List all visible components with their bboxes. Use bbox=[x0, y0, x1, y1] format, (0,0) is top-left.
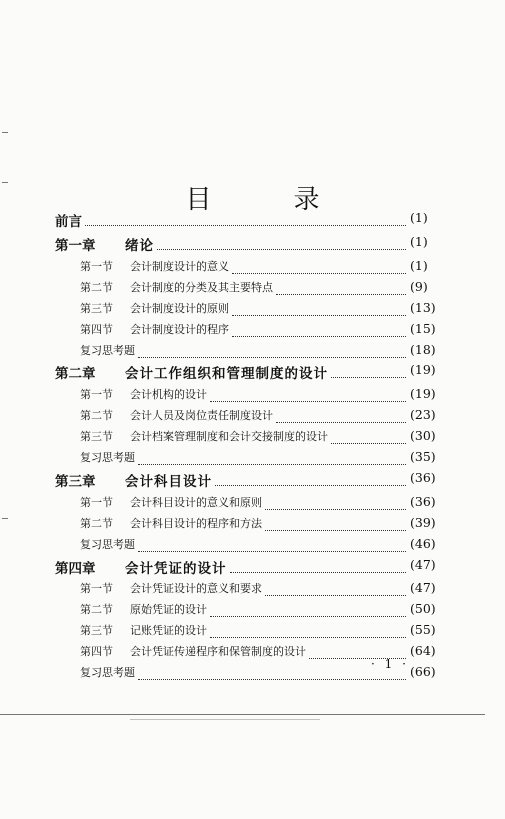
chapter-label: 第三章 bbox=[55, 470, 96, 490]
page-ref: (13) bbox=[410, 300, 436, 315]
page-ref: (9) bbox=[410, 279, 428, 294]
toc-review-row bbox=[0, 449, 505, 469]
dot-leader bbox=[230, 572, 406, 573]
section-title: 会计科目设计的意义和原则 bbox=[130, 496, 262, 509]
dot-leader bbox=[232, 315, 406, 316]
bottom-rule-faint bbox=[130, 719, 320, 720]
toc-section-row bbox=[0, 494, 505, 514]
page-ref: (35) bbox=[410, 449, 436, 464]
page-ref: (39) bbox=[410, 515, 436, 530]
dot-leader bbox=[232, 336, 406, 337]
dot-leader bbox=[210, 616, 406, 617]
section-label: 第一节 bbox=[80, 260, 113, 273]
section-label: 第四节 bbox=[80, 323, 113, 336]
chapter-title: 绪论 bbox=[125, 234, 154, 254]
section-label: 第二节 bbox=[80, 409, 113, 422]
chapter-title: 会计科目设计 bbox=[125, 470, 212, 490]
section-label: 第一节 bbox=[80, 496, 113, 509]
toc-section-row bbox=[0, 515, 505, 535]
page-ref: (55) bbox=[410, 622, 436, 637]
toc-review-row bbox=[0, 664, 505, 684]
dot-leader bbox=[138, 357, 406, 358]
section-title: 会计凭证传递程序和保管制度的设计 bbox=[130, 645, 306, 658]
section-label: 第三节 bbox=[80, 624, 113, 637]
toc-section-row bbox=[0, 643, 505, 663]
scan-mark bbox=[2, 132, 8, 133]
section-label: 第二节 bbox=[80, 603, 113, 616]
section-title: 会计机构的设计 bbox=[130, 388, 207, 401]
page-number: · 1 · bbox=[371, 657, 409, 671]
chapter-title: 会计凭证的设计 bbox=[125, 557, 227, 577]
page-ref: (1) bbox=[410, 234, 428, 249]
section-label: 第一节 bbox=[80, 388, 113, 401]
page-ref: (23) bbox=[410, 407, 436, 422]
page-ref: (30) bbox=[410, 428, 436, 443]
page-ref: (50) bbox=[410, 601, 436, 616]
dot-leader bbox=[331, 377, 406, 378]
page-ref: (19) bbox=[410, 362, 436, 377]
toc-section-row bbox=[0, 258, 505, 278]
section-title: 会计制度设计的程序 bbox=[130, 323, 229, 336]
chapter-label: 第二章 bbox=[55, 362, 96, 382]
review-label: 复习思考题 bbox=[80, 451, 135, 464]
dot-leader bbox=[331, 443, 406, 444]
section-title: 会计制度设计的原则 bbox=[130, 302, 229, 315]
page-ref: (1) bbox=[410, 210, 428, 225]
section-label: 第四节 bbox=[80, 645, 113, 658]
dot-leader bbox=[85, 225, 406, 226]
section-label: 第二节 bbox=[80, 517, 113, 530]
toc-chapter-row bbox=[0, 234, 505, 254]
section-label: 第一节 bbox=[80, 582, 113, 595]
dot-leader bbox=[138, 464, 406, 465]
toc-review-row bbox=[0, 342, 505, 362]
page-ref: (36) bbox=[410, 494, 436, 509]
toc-chapter-row bbox=[0, 210, 505, 230]
review-label: 复习思考题 bbox=[80, 538, 135, 551]
dot-leader bbox=[215, 485, 406, 486]
dot-leader bbox=[138, 551, 406, 552]
toc-chapter-row bbox=[0, 470, 505, 490]
chapter-label: 第四章 bbox=[55, 557, 96, 577]
toc-section-row bbox=[0, 300, 505, 320]
dot-leader bbox=[265, 509, 406, 510]
review-label: 复习思考题 bbox=[80, 666, 135, 679]
section-title: 会计制度设计的意义 bbox=[130, 260, 229, 273]
page-ref: (47) bbox=[410, 557, 436, 572]
toc-section-row bbox=[0, 622, 505, 642]
section-label: 第三节 bbox=[80, 430, 113, 443]
dot-leader bbox=[265, 530, 406, 531]
dot-leader bbox=[210, 401, 406, 402]
page-ref: (66) bbox=[410, 664, 436, 679]
page-ref: (36) bbox=[410, 470, 436, 485]
section-title: 会计制度的分类及其主要特点 bbox=[130, 281, 273, 294]
page-ref: (46) bbox=[410, 536, 436, 551]
review-label: 复习思考题 bbox=[80, 344, 135, 357]
chapter-label: 第一章 bbox=[55, 234, 96, 254]
toc-chapter-row bbox=[0, 362, 505, 382]
section-title: 会计凭证设计的意义和要求 bbox=[130, 582, 262, 595]
section-label: 第三节 bbox=[80, 302, 113, 315]
toc-section-row bbox=[0, 407, 505, 427]
section-label: 第二节 bbox=[80, 281, 113, 294]
dot-leader bbox=[157, 249, 406, 250]
toc-section-row bbox=[0, 601, 505, 621]
page-ref: (19) bbox=[410, 386, 436, 401]
page-ref: (47) bbox=[410, 580, 436, 595]
dot-leader bbox=[276, 422, 406, 423]
preface-label: 前言 bbox=[55, 210, 82, 230]
page-ref: (15) bbox=[410, 321, 436, 336]
toc-section-row bbox=[0, 428, 505, 448]
page-ref: (1) bbox=[410, 258, 428, 273]
toc-section-row bbox=[0, 386, 505, 406]
bottom-rule bbox=[0, 714, 485, 715]
dot-leader bbox=[138, 679, 406, 680]
chapter-title: 会计工作组织和管理制度的设计 bbox=[125, 362, 328, 382]
dot-leader bbox=[276, 294, 406, 295]
dot-leader bbox=[210, 637, 406, 638]
dot-leader bbox=[265, 595, 406, 596]
section-title: 会计科目设计的程序和方法 bbox=[130, 517, 262, 530]
section-title: 会计人员及岗位责任制度设计 bbox=[130, 409, 273, 422]
toc-review-row bbox=[0, 536, 505, 556]
page-ref: (64) bbox=[410, 643, 436, 658]
section-title: 原始凭证的设计 bbox=[130, 603, 207, 616]
dot-leader bbox=[232, 273, 406, 274]
page-ref: (18) bbox=[410, 342, 436, 357]
page-title: 目 录 bbox=[185, 185, 348, 216]
section-title: 会计档案管理制度和会计交接制度的设计 bbox=[130, 430, 328, 443]
toc-section-row bbox=[0, 580, 505, 600]
toc-section-row bbox=[0, 279, 505, 299]
section-title: 记账凭证的设计 bbox=[130, 624, 207, 637]
toc-section-row bbox=[0, 321, 505, 341]
toc-chapter-row bbox=[0, 557, 505, 577]
